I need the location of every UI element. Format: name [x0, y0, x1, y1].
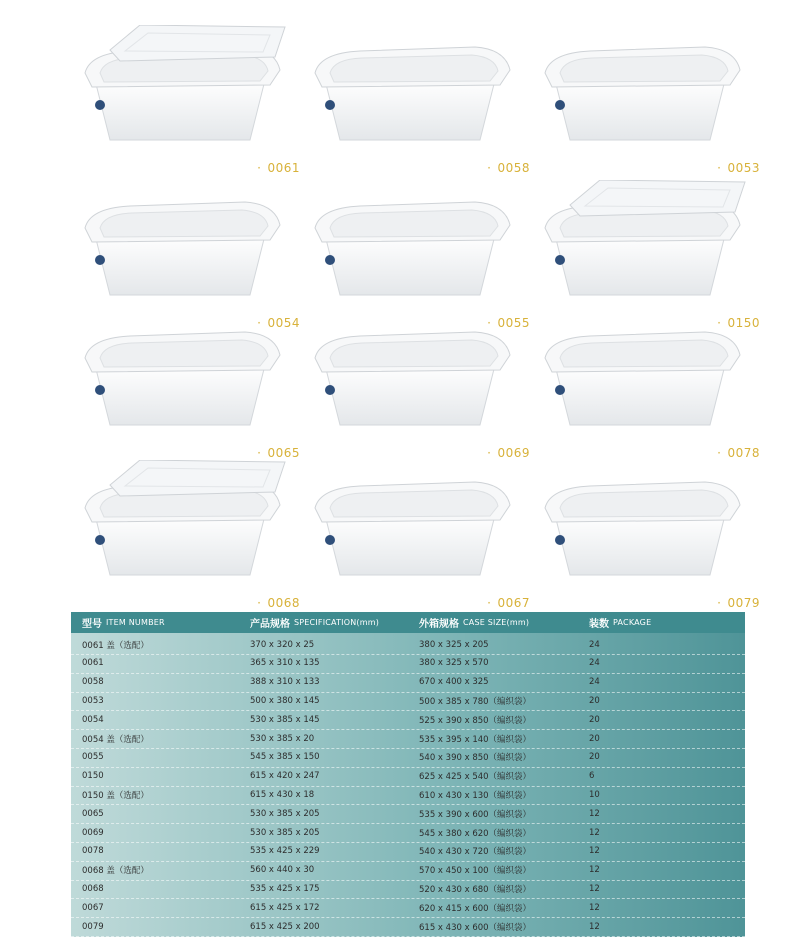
tub-image — [300, 460, 530, 590]
table-row — [71, 729, 745, 749]
table-cell: 560 x 440 x 30 — [250, 865, 315, 876]
table-cell: 530 x 385 x 205 — [250, 808, 320, 819]
bullet-dot-icon: · — [257, 446, 262, 460]
table-cell: 0069 — [82, 827, 104, 838]
table-cell: 12 — [589, 865, 600, 876]
table-cell: 500 x 385 x 780（编织袋） — [419, 696, 532, 707]
table-cell: 535 x 425 x 175 — [250, 883, 320, 894]
table-cell: 615 x 430 x 600（编织袋） — [419, 922, 532, 933]
table-cell: 20 — [589, 714, 600, 725]
table-cell: 20 — [589, 695, 600, 706]
table-cell: 0065 — [82, 808, 104, 819]
product-code-text: 0068 — [267, 596, 300, 610]
table-cell: 24 — [589, 658, 600, 669]
table-cell: 535 x 395 x 140（编织袋） — [419, 734, 532, 745]
table-cell: 530 x 385 x 145 — [250, 714, 320, 725]
tub-image — [530, 460, 760, 590]
table-row — [71, 710, 745, 730]
bullet-dot-icon: · — [257, 596, 262, 610]
table-cell: 615 x 425 x 200 — [250, 921, 320, 932]
header-en: CASE SIZE(mm) — [463, 618, 530, 627]
table-cell: 625 x 425 x 540（编织袋） — [419, 772, 532, 783]
header-specification — [250, 612, 379, 633]
table-cell: 12 — [589, 902, 600, 913]
table-cell: 535 x 425 x 229 — [250, 846, 320, 857]
table-row — [71, 748, 745, 768]
table-cell: 6 — [589, 771, 595, 782]
table-cell: 615 x 420 x 247 — [250, 771, 320, 782]
table-cell: 370 x 320 x 25 — [250, 639, 315, 650]
product-code-text: 0065 — [267, 446, 300, 460]
product-code — [487, 446, 530, 460]
table-cell: 670 x 400 x 325 — [419, 677, 489, 688]
product-code-text: 0069 — [497, 446, 530, 460]
table-row — [71, 654, 745, 674]
table-cell: 0079 — [82, 921, 104, 932]
table-cell: 530 x 385 x 20 — [250, 733, 315, 744]
table-row — [71, 691, 745, 711]
table-cell: 0053 — [82, 695, 104, 706]
tub-image — [300, 25, 530, 155]
bullet-dot-icon: · — [717, 596, 722, 610]
product-card — [530, 310, 760, 460]
table-cell: 24 — [589, 677, 600, 688]
bullet-dot-icon: · — [717, 161, 722, 175]
product-code-text: 0055 — [497, 316, 530, 330]
table-cell: 525 x 390 x 850（编织袋） — [419, 715, 532, 726]
header-en: PACKAGE — [613, 618, 652, 627]
bullet-dot-icon: · — [487, 161, 492, 175]
table-cell: 388 x 310 x 133 — [250, 677, 320, 688]
table-row — [71, 804, 745, 824]
table-cell: 20 — [589, 752, 600, 763]
product-code — [257, 446, 300, 460]
product-code — [717, 446, 760, 460]
table-cell: 615 x 430 x 18 — [250, 789, 315, 800]
product-code — [257, 596, 300, 610]
tub-image — [70, 310, 300, 440]
table-cell: 545 x 385 x 150 — [250, 752, 320, 763]
bullet-dot-icon: · — [257, 316, 262, 330]
table-cell: 0150 — [82, 771, 104, 782]
product-card — [70, 310, 300, 460]
table-row — [71, 861, 745, 881]
product-code — [717, 596, 760, 610]
product-card — [300, 310, 530, 460]
bullet-dot-icon: · — [487, 316, 492, 330]
table-cell: 0055 — [82, 752, 104, 763]
table-row — [71, 673, 745, 693]
table-cell: 500 x 380 x 145 — [250, 695, 320, 706]
table-cell: 20 — [589, 733, 600, 744]
bullet-dot-icon: · — [717, 446, 722, 460]
product-card — [300, 25, 530, 175]
tub-image — [530, 25, 760, 155]
header-en: SPECIFICATION(mm) — [294, 618, 380, 627]
table-cell: 365 x 310 x 135 — [250, 658, 320, 669]
product-code-text: 0067 — [497, 596, 530, 610]
table-cell: 12 — [589, 846, 600, 857]
product-card — [300, 460, 530, 610]
header-cn: 装数 — [589, 619, 609, 630]
table-cell: 0150 盖（选配） — [82, 790, 149, 801]
table-cell: 12 — [589, 921, 600, 932]
table-cell: 0067 — [82, 902, 104, 913]
tub-with-lid-image — [530, 180, 760, 310]
table-cell: 12 — [589, 883, 600, 894]
header-case-size — [419, 612, 529, 633]
tub-with-lid-image — [70, 460, 300, 590]
bullet-dot-icon: · — [487, 596, 492, 610]
table-cell: 380 x 325 x 205 — [419, 639, 489, 650]
table-row — [71, 842, 745, 862]
product-card — [530, 460, 760, 610]
table-cell: 540 x 390 x 850（编织袋） — [419, 753, 532, 764]
table-cell: 615 x 425 x 172 — [250, 902, 320, 913]
table-row — [71, 898, 745, 918]
tub-with-lid-image — [70, 25, 300, 155]
product-code-text: 0061 — [267, 161, 300, 175]
table-row — [71, 917, 745, 937]
bullet-dot-icon: · — [257, 161, 262, 175]
table-cell: 610 x 430 x 130（编织袋） — [419, 790, 532, 801]
header-cn: 外箱规格 — [419, 619, 459, 630]
tub-image — [70, 180, 300, 310]
table-cell: 520 x 430 x 680（编织袋） — [419, 884, 532, 895]
tub-image — [300, 180, 530, 310]
table-row — [71, 823, 745, 843]
table-cell: 0068 盖（选配） — [82, 866, 149, 877]
header-en: ITEM NUMBER — [106, 618, 165, 627]
tub-image — [300, 310, 530, 440]
product-code-text: 0053 — [727, 161, 760, 175]
table-row — [71, 879, 745, 899]
table-header — [71, 612, 745, 633]
table-cell: 0061 — [82, 658, 104, 669]
table-cell: 0068 — [82, 883, 104, 894]
header-package — [589, 612, 651, 633]
spec-table — [71, 612, 745, 937]
table-cell: 530 x 385 x 205 — [250, 827, 320, 838]
product-code-text: 0150 — [727, 316, 760, 330]
product-card — [70, 25, 300, 175]
product-card — [530, 25, 760, 175]
table-cell: 0061 盖（选配） — [82, 640, 149, 651]
product-code-text: 0078 — [727, 446, 760, 460]
table-cell: 12 — [589, 808, 600, 819]
table-cell: 620 x 415 x 600（编织袋） — [419, 903, 532, 914]
table-cell: 0054 盖（选配） — [82, 734, 149, 745]
product-code — [257, 161, 300, 175]
table-cell: 0054 — [82, 714, 104, 725]
product-code — [717, 161, 760, 175]
product-code-text: 0054 — [267, 316, 300, 330]
product-card — [530, 180, 760, 330]
table-cell: 545 x 380 x 620（编织袋） — [419, 828, 532, 839]
header-cn: 型号 — [82, 619, 102, 630]
table-row — [71, 785, 745, 805]
table-row — [71, 767, 745, 787]
product-card — [70, 180, 300, 330]
table-cell: 535 x 390 x 600（编织袋） — [419, 809, 532, 820]
product-code — [487, 596, 530, 610]
header-cn: 产品规格 — [250, 619, 290, 630]
table-cell: 24 — [589, 639, 600, 650]
tub-image — [530, 310, 760, 440]
product-card — [300, 180, 530, 330]
table-cell: 10 — [589, 789, 600, 800]
product-card — [70, 460, 300, 610]
table-cell: 540 x 430 x 720（编织袋） — [419, 847, 532, 858]
table-cell: 0058 — [82, 677, 104, 688]
header-item-number — [82, 612, 165, 633]
bullet-dot-icon: · — [717, 316, 722, 330]
table-cell: 570 x 450 x 100（编织袋） — [419, 866, 532, 877]
product-code-text: 0058 — [497, 161, 530, 175]
bullet-dot-icon: · — [487, 446, 492, 460]
product-code-text: 0079 — [727, 596, 760, 610]
table-row — [71, 635, 745, 655]
table-cell: 380 x 325 x 570 — [419, 658, 489, 669]
product-code — [487, 161, 530, 175]
table-cell: 0078 — [82, 846, 104, 857]
table-cell: 12 — [589, 827, 600, 838]
